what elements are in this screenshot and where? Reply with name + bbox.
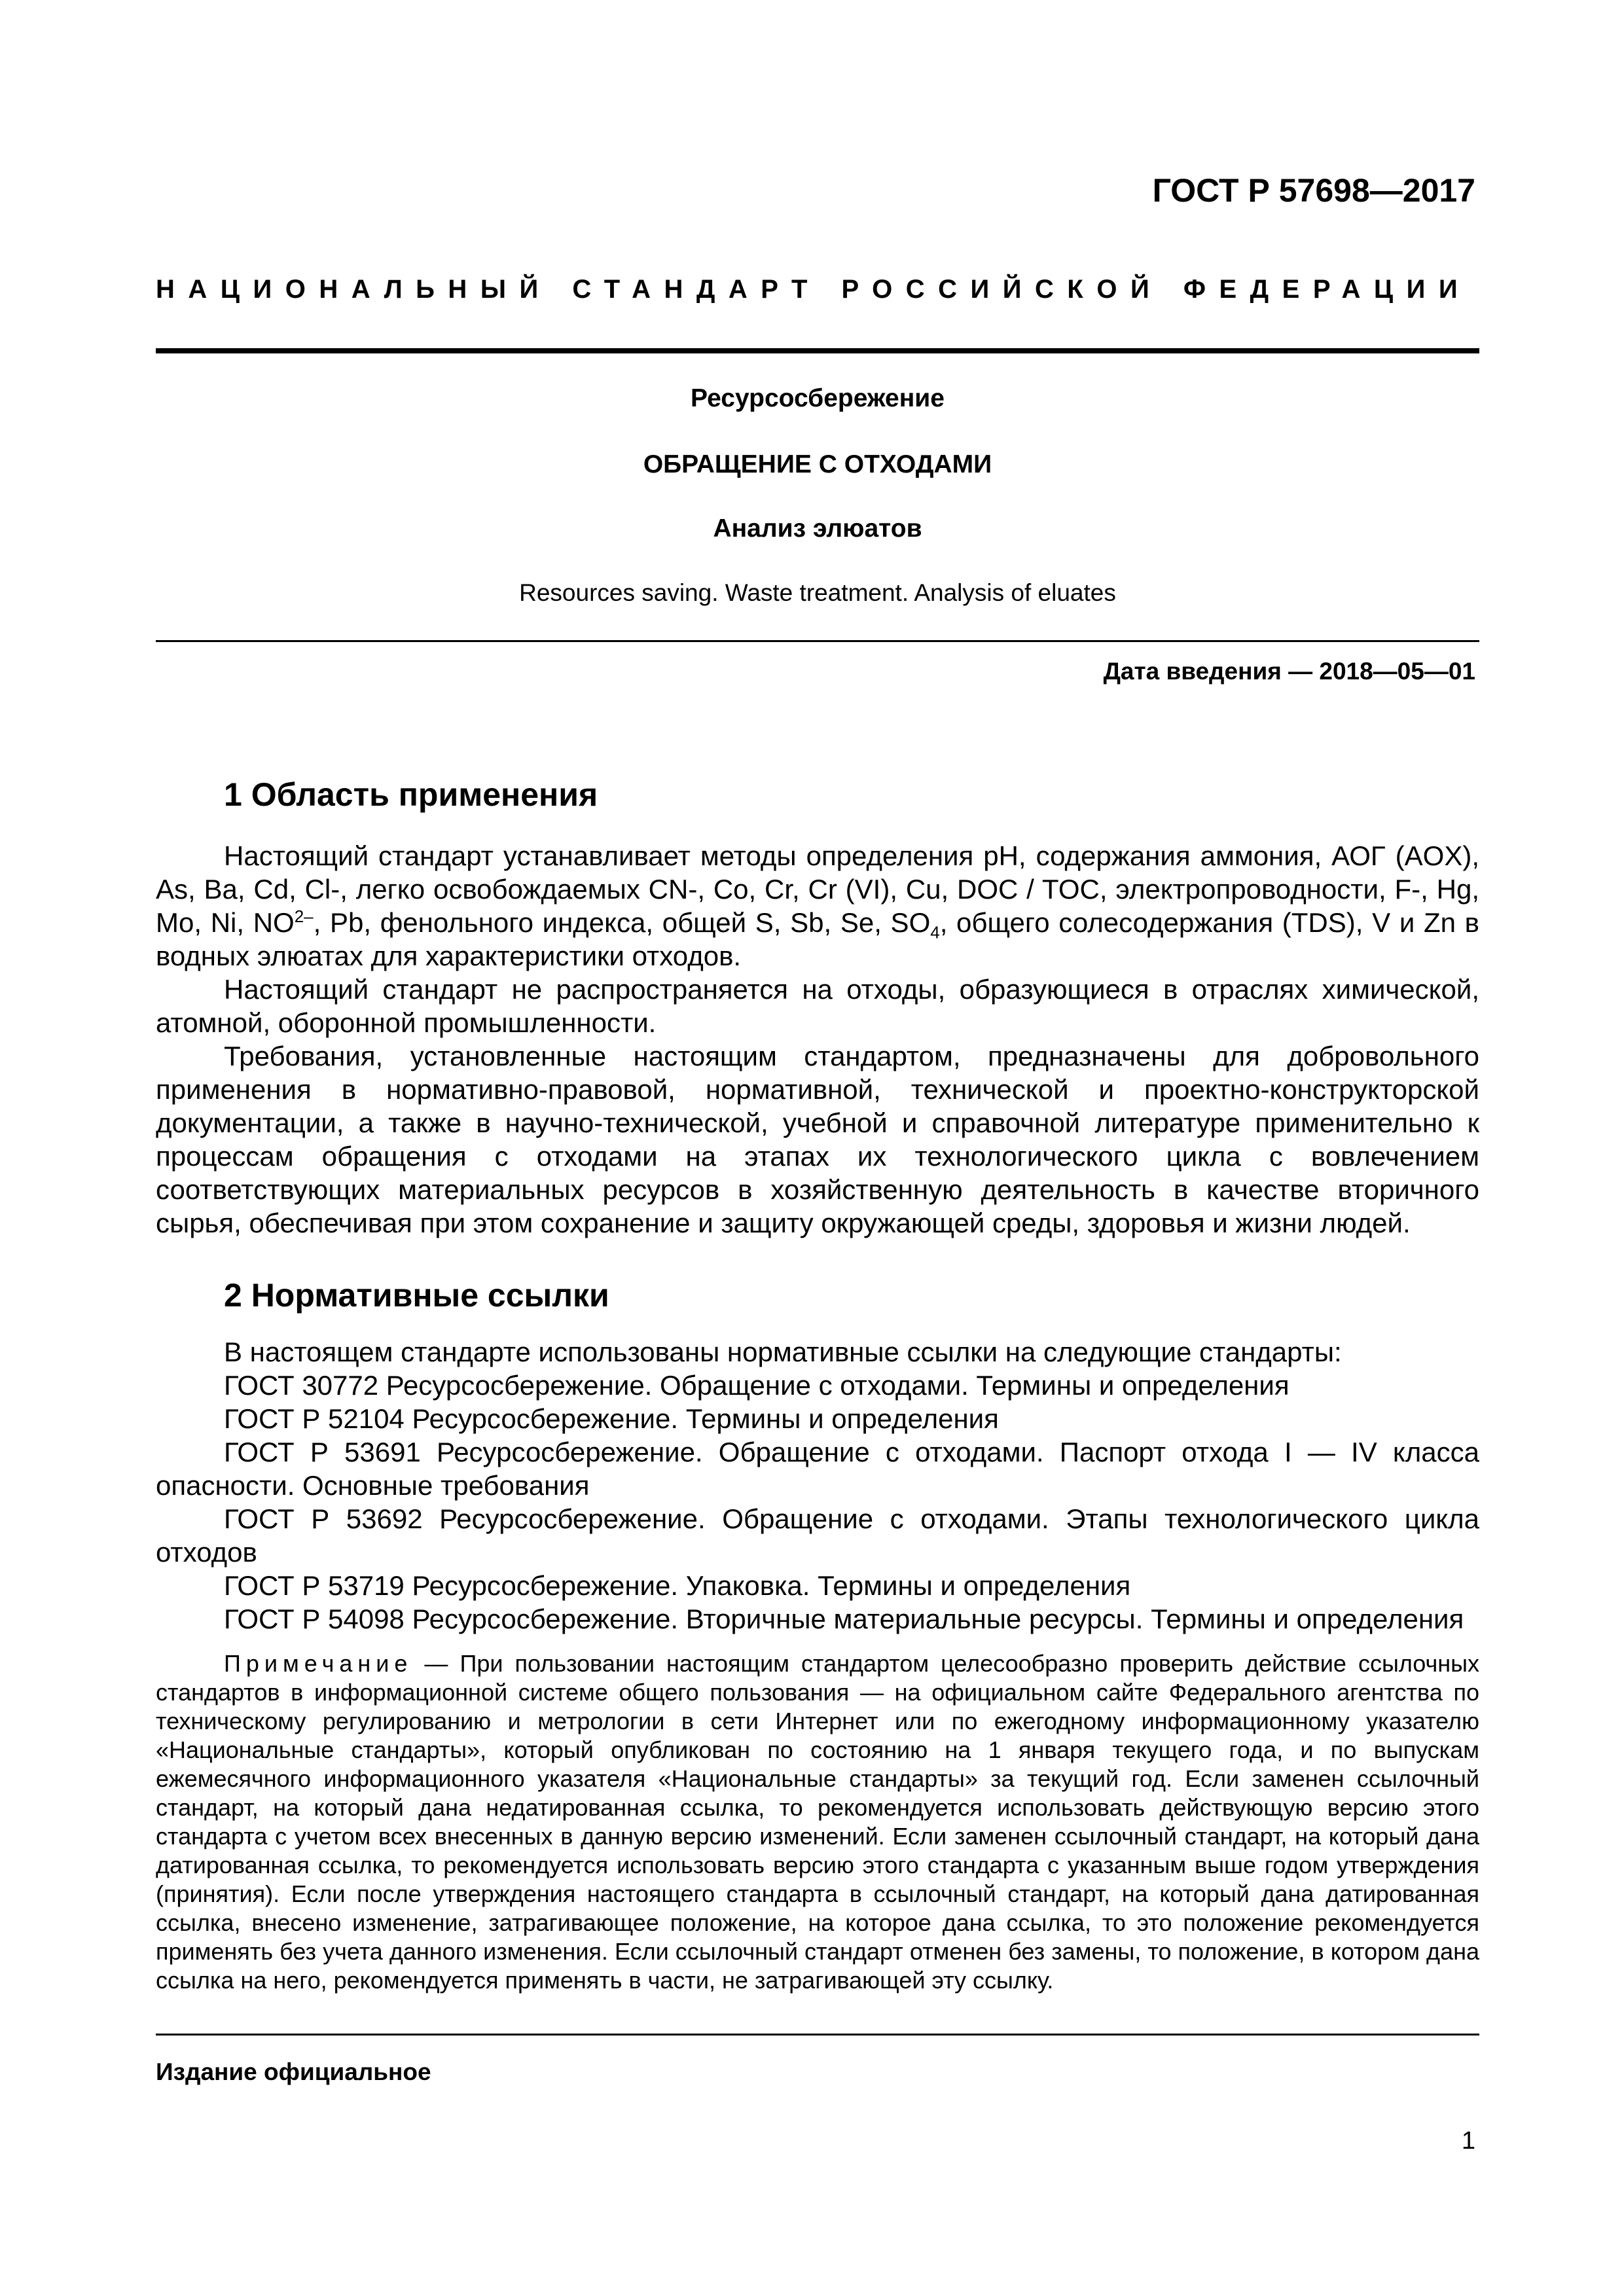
- section-1-paragraph-1: Настоящий стандарт устанавливает методы определения pH, содержания аммония, АОГ (AOX), As, Ba, Cd, Cl-, легко освобождаемых CN-, Co, Cr, Cr (VI), Cu, DOC / TOC, электропроводности, F-, Hg, Mo, Ni, $NO^{2-}$, Pb, фенольного индекса, общей S, Sb, Se, $SO_4$, общего солесодержания (TDS), V и Zn в водных элюатах для характеристики отходов.: [156, 840, 1479, 971]
- title-divider: [156, 640, 1479, 642]
- title-line-3: Анализ элюатов: [713, 514, 922, 543]
- section-2-body: [156, 1335, 1479, 1636]
- reference-item: ГОСТ Р 53691 Ресурсосбережение. Обращение с отходами. Паспорт отхода I — IV класса опасности. Основные требования: [156, 1437, 1479, 1501]
- note-label: Примечание: [224, 1650, 413, 1677]
- reference-item: ГОСТ Р 53692 Ресурсосбережение. Обращение с отходами. Этапы технологического цикла отходов: [156, 1503, 1479, 1568]
- top-thick-divider: [156, 348, 1479, 353]
- reference-item: ГОСТ 30772 Ресурсосбережение. Обращение с отходами. Термины и определения: [224, 1370, 1290, 1401]
- footer-divider: [156, 2034, 1479, 2036]
- title-line-2: ОБРАЩЕНИЕ С ОТХОДАМИ: [643, 450, 992, 478]
- section-1-paragraph-2: Настоящий стандарт не распространяется на отходы, образующиеся в отраслях химической, атомной, оборонной промышленности.: [156, 974, 1479, 1038]
- page-number: 1: [1461, 2127, 1475, 2155]
- reference-item: ГОСТ Р 52104 Ресурсосбережение. Термины и определения: [224, 1403, 999, 1434]
- section-2-intro: В настоящем стандарте использованы нормативные ссылки на следующие стандарты:: [224, 1336, 1342, 1367]
- national-standard-title: НАЦИОНАЛЬНЫЙ СТАНДАРТ РОССИЙСКОЙ ФЕДЕРАЦИИ: [156, 275, 1471, 304]
- introduction-date: Дата введения — 2018—05—01: [1103, 658, 1475, 685]
- section-1-body: [156, 839, 1479, 1240]
- note-text: — При пользовании настоящим стандартом целесообразно проверить действие ссылочных стандартов в информационной системе общего пользования — на официальном сайте Федерального агентства по техническому регулированию и метрологии в сети Интернет или по ежегодному информационному указателю «Национальные стандарты», который опубликован по состоянию на 1 января текущего года, и по выпускам ежемесячного информационного указателя «Национальные стандарты» за текущий год. Если заменен ссылочный стандарт, на который дана недатированная ссылка, то рекомендуется использовать действующую версию этого стандарта с учетом всех внесенных в данную версию изменений. Если заменен ссылочный стандарт, на который дана датированная ссылка, то рекомендуется использовать версию этого стандарта с указанным выше годом утверждения (принятия). Если после утверждения настоящего стандарта в ссылочный стандарт, на который дана датированная ссылка, внесено изменение, затрагивающее положение, на которое дана ссылка, то это положение рекомендуется применять без учета данного изменения. Если ссылочный стандарт отменен без замены, то положение, в котором дана ссылка на него, рекомендуется применять в части, не затрагивающей эту ссылку.: [156, 1650, 1479, 1994]
- note-paragraph: [156, 1649, 1479, 1995]
- title-line-1: Ресурсосбережение: [691, 384, 945, 412]
- official-edition-label: Издание официальное: [156, 2058, 431, 2085]
- reference-item: ГОСТ Р 53719 Ресурсосбережение. Упаковка. Термины и определения: [224, 1570, 1131, 1601]
- section-1-heading: 1 Область применения: [224, 776, 598, 813]
- section-1-paragraph-3: Требования, установленные настоящим стандартом, предназначены для добровольного применения в нормативно-правовой, нормативной, технической и проектно-конструкторской документации, а также в научно-технической, учебной и справочной литературе применительно к процессам обращения с отходами на этапах их технологического цикла с вовлечением соответствующих материальных ресурсов в хозяйственную деятельность в качестве вторичного сырья, обеспечивая при этом сохранение и защиту окружающей среды, здоровья и жизни людей.: [156, 1041, 1479, 1238]
- standard-code: ГОСТ Р 57698—2017: [1152, 172, 1475, 209]
- reference-item: ГОСТ Р 54098 Ресурсосбережение. Вторичные материальные ресурсы. Термины и определения: [224, 1604, 1464, 1634]
- section-2-heading: 2 Нормативные ссылки: [224, 1277, 609, 1314]
- title-english: Resources saving. Waste treatment. Analysis of eluates: [519, 579, 1116, 606]
